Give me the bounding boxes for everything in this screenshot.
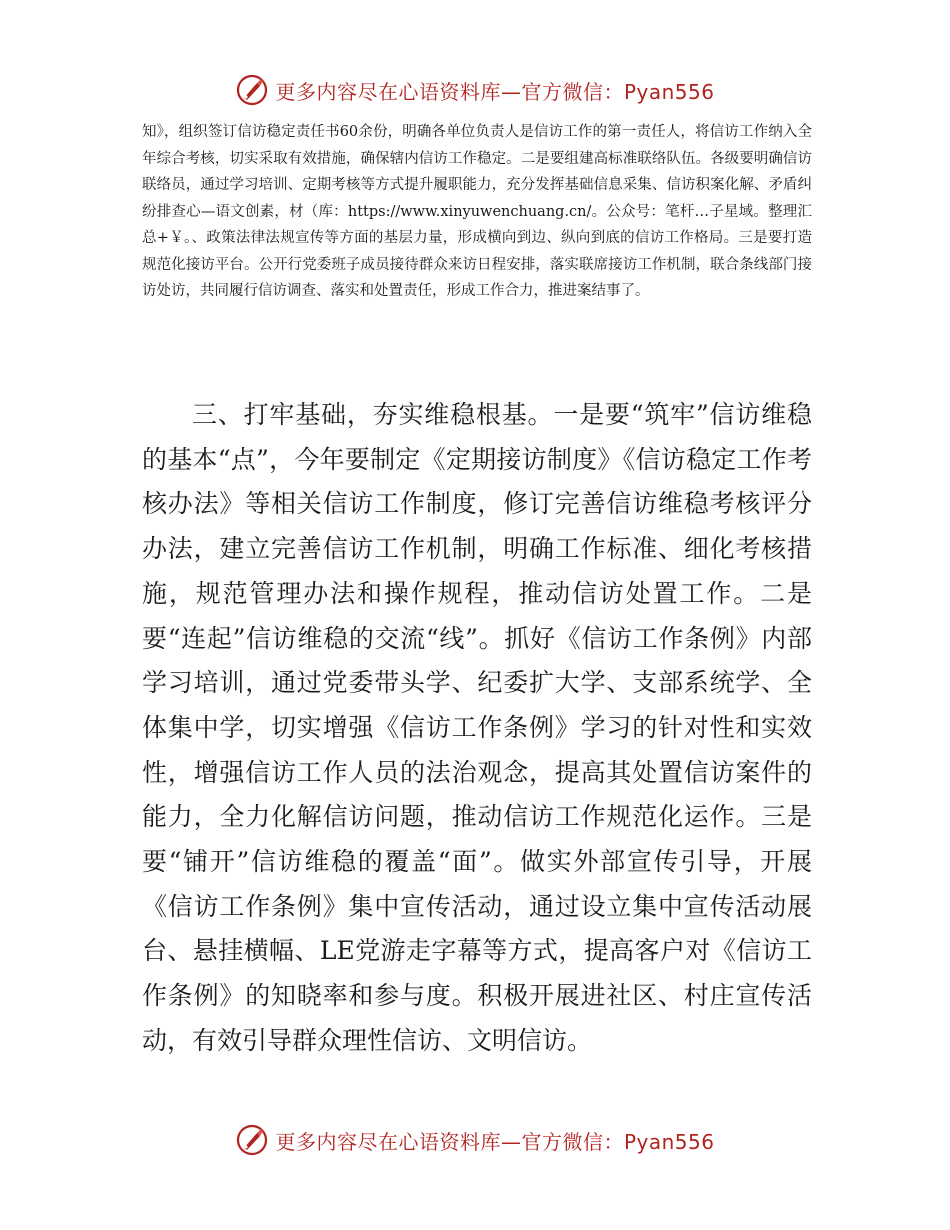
pen-logo-icon (235, 73, 269, 107)
banner-text: 更多内容尽在心语资料库—官方微信：Pyan556 (275, 1129, 715, 1154)
paragraph-continuation: 知》，组织签订信访稳定责任书60余份，明确各单位负责人是信访工作的第一责任人，将信访工作纳入全年综合考核，切实采取有效措施，确保辖内信访工作稳定。二是要组建高标准联络队伍。各级要明确信访联络员，通过学习培训、定期考核等方式提升履职能力，充分发挥基础信息采集、信访积案化解、矛盾纠纷排查心—语文创素，材（库：https://www.xinyuwenchuang.cn/。公众号：笔杆…子星域。整理汇总+￥。、政策法律法规宣传等方面的基层力量，形成横向到边、纵向到底的信访工作格局。三是要打造规范化接访平台。公开行党委班子成员接待群众来访日程安排，落实联席接访工作机制，联合条线部门接访处访，共同履行信访调查、落实和处置责任，形成工作合力，推进案结事了。 (142, 124, 812, 299)
header-watermark-banner (0, 70, 950, 110)
footer-watermark-banner (0, 1120, 950, 1160)
paragraph-section-three: 三、打牢基础，夯实维稳根基。一是要“筑牢”信访维稳的基本“点”，今年要制定《定期接访制度》《信访稳定工作考核办法》等相关信访工作制度，修订完善信访维稳考核评分办法，建立完善信访工作机制，明确工作标准、细化考核措施，规范管理办法和操作规程，推动信访处置工作。二是要“连起”信访维稳的交流“线”。抓好《信访工作条例》内部学习培训，通过党委带头学、纪委扩大学、支部系统学、全体集中学，切实增强《信访工作条例》学习的针对性和实效性，增强信访工作人员的法治观念，提高其处置信访案件的能力，全力化解信访问题，推动信访工作规范化运作。三是要“铺开”信访维稳的覆盖“面”。做实外部宣传引导，开展《信访工作条例》集中宣传活动，通过设立集中宣传活动展台、悬挂横幅、LE党游走字幕等方式，提高客户对《信访工作条例》的知晓率和参与度。积极开展进社区、村庄宣传活动，有效引导群众理性信访、文明信访。 (142, 400, 812, 1055)
pen-logo-icon (235, 1123, 269, 1157)
banner-text: 更多内容尽在心语资料库—官方微信：Pyan556 (275, 79, 715, 104)
